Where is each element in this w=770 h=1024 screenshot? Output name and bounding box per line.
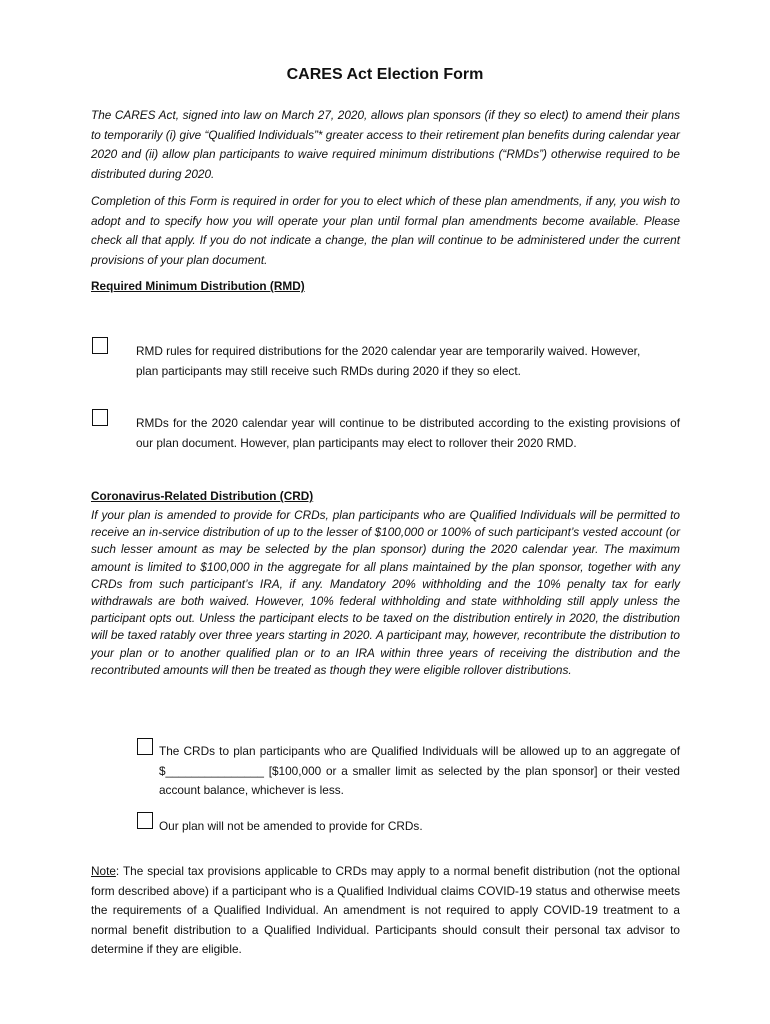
crd-heading: Coronavirus-Related Distribution (CRD) — [91, 489, 314, 503]
crd-allow-option-text: The CRDs to plan participants who are Qualified Individuals will be allowed up to an aggregate of $_______________ [$100,000 or a smaller limit as selected by the plan sponsor] or their vested account balance, whichever is less. — [159, 744, 680, 797]
crd-not-amended-checkbox[interactable] — [137, 812, 153, 829]
form-title: CARES Act Election Form — [286, 66, 484, 83]
rmd-heading: Required Minimum Distribution (RMD) — [91, 279, 305, 293]
rmd-waive-checkbox[interactable] — [92, 337, 108, 354]
crd-description: If your plan is amended to provide for CRDs, plan participants who are Qualified Individuals will be permitted to receive an in-service distribution of up to the lesser of $100,000 or 100% of such participant’s vested account (or such lesser amount as may be selected by the plan sponsor) during the 2020 calendar year. The maximum amount is limited to $100,000 in the aggregate for all plans maintained by the plan sponsor, together with any CRDs from such participant’s IRA, if any. Mandatory 20% withholding and the 10% penalty tax for early withdrawals are both waived. However, 10% federal withholding and state withholding still apply unless the participant opts out. Unless the participant elects to be taxed on the distribution entirely in 2020, the distribution will be taxed ratably over three years starting in 2020. A participant may, however, recontribute the distribution to your plan or to another qualified plan or to an IRA within three years of receiving the distribution and the recontributed amounts will then be treated as though they were eligible rollover distributions. — [91, 508, 680, 677]
crd-allow-checkbox[interactable] — [137, 738, 153, 755]
note-paragraph — [91, 862, 680, 960]
intro-paragraph-1: The CARES Act, signed into law on March 27, 2020, allows plan sponsors (if they so elect) to amend their plans to temporarily (i) give “Qualified Individuals”* greater access to their retirement plan benefits during calendar year 2020 and (ii) allow plan participants to waive required minimum distributions (“RMDs”) otherwise required to be distributed during 2020. — [91, 108, 680, 181]
crd-not-amended-option-text: Our plan will not be amended to provide for CRDs. — [159, 819, 423, 833]
note-text: : The special tax provisions applicable to CRDs may apply to a normal benefit distribution (not the optional form described above) if a participant who is a Qualified Individual claims COVID-19 status and otherwise meets the requirements of a Qualified Individual. An amendment is not required to apply COVID-19 treatment to a normal benefit distribution to a Qualified Individual. Participants should consult their personal tax advisor to determine if they are eligible. — [91, 864, 680, 956]
intro-paragraph-2: Completion of this Form is required in order for you to elect which of these plan amendments, if any, you wish to adopt and to specify how you will operate your plan until formal plan amendments become available. Please check all that apply. If you do not indicate a change, the plan will continue to be administered under the current provisions of your plan document. — [91, 194, 680, 267]
note-label: Note — [91, 864, 116, 878]
rmd-waive-option-text: RMD rules for required distributions for the 2020 calendar year are temporarily waived. However, plan participants may still receive such RMDs during 2020 if they so elect. — [136, 344, 641, 378]
rmd-continue-checkbox[interactable] — [92, 409, 108, 426]
rmd-continue-option-text: RMDs for the 2020 calendar year will continue to be distributed according to the existing provisions of our plan document. However, plan participants may elect to rollover their 2020 RMD. — [136, 416, 680, 450]
